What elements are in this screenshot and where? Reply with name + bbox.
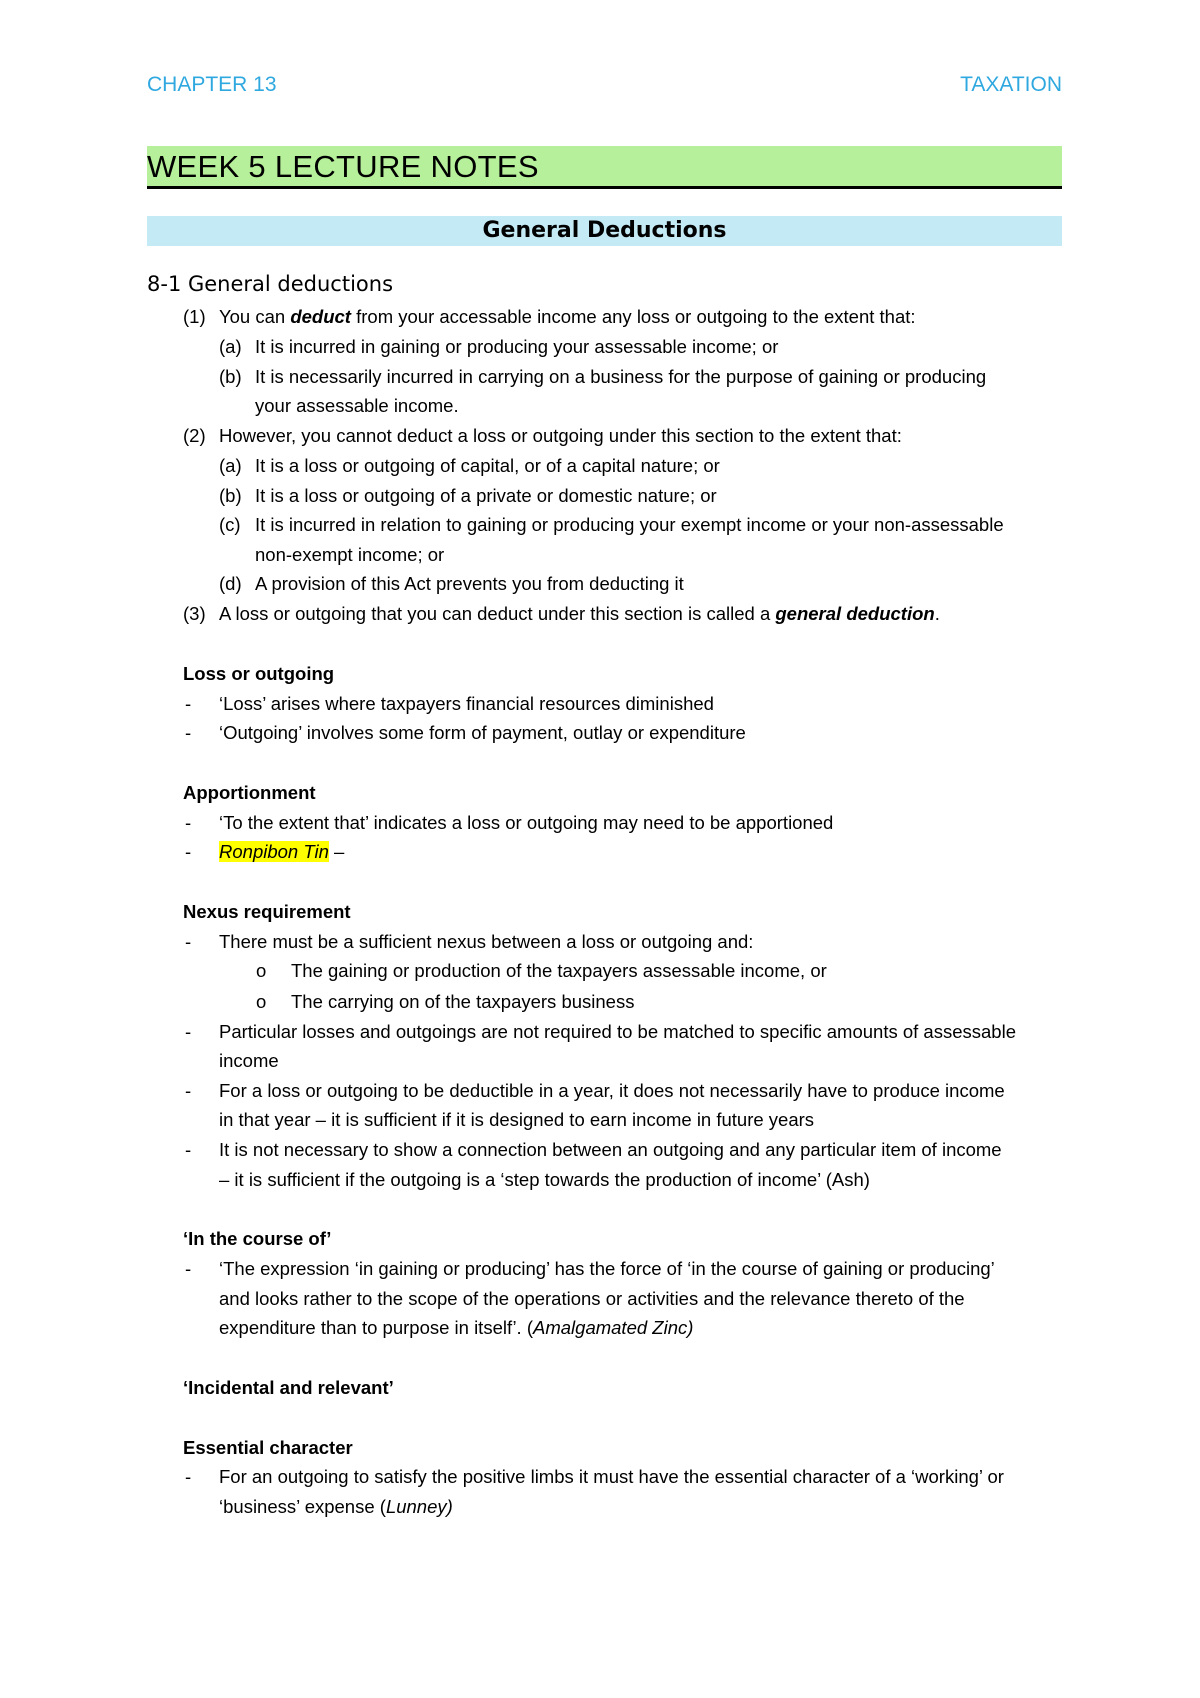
item-letter: (a) bbox=[219, 336, 242, 357]
circle-bullet: o bbox=[256, 991, 267, 1012]
bullet-text: in that year – it is sufficient if it is designed to earn income in future years bbox=[219, 1109, 815, 1130]
bullet-text: ‘Loss’ arises where taxpayers financial resources diminished bbox=[219, 693, 714, 714]
bullet-text: ‘The expression ‘in gaining or producing’ has the force of ‘in the course of gaining or producing’ bbox=[219, 1258, 995, 1279]
bullet-text bbox=[219, 1316, 693, 1340]
paragraph-line: A provision of this Act prevents you from deducting it bbox=[255, 573, 684, 594]
bullet-text: income bbox=[219, 1050, 279, 1071]
bullet-text: It is not necessary to show a connection between an outgoing and any particular item of income bbox=[219, 1139, 1002, 1160]
text-run: A loss or outgoing that you can deduct under this section is called a bbox=[219, 603, 776, 624]
paragraph-line bbox=[219, 602, 940, 626]
bullet-text: There must be a sufficient nexus between a loss or outgoing and: bbox=[219, 931, 754, 952]
item-number: (1) bbox=[183, 306, 206, 327]
dash-bullet: - bbox=[185, 1466, 192, 1487]
dash-bullet: - bbox=[185, 812, 192, 833]
bullet-text: The carrying on of the taxpayers business bbox=[291, 991, 635, 1012]
item-number: (3) bbox=[183, 603, 206, 624]
item-letter: (b) bbox=[219, 366, 242, 387]
paragraph-line: However, you cannot deduct a loss or outgoing under this section to the extent that: bbox=[219, 425, 902, 446]
bullet-text bbox=[219, 1495, 453, 1519]
emphasis-text: general deduction bbox=[775, 603, 935, 624]
circle-bullet: o bbox=[256, 960, 267, 981]
bullet-text: Particular losses and outgoings are not required to be matched to specific amounts of assessable bbox=[219, 1021, 1016, 1042]
topic-heading: ‘In the course of’ bbox=[183, 1228, 332, 1249]
header-chapter: CHAPTER 13 bbox=[147, 73, 277, 96]
bullet-text: – it is sufficient if the outgoing is a ‘step towards the production of income’ (Ash) bbox=[219, 1169, 870, 1190]
page-title: WEEK 5 LECTURE NOTES bbox=[147, 149, 539, 184]
text-run: from your accessable income any loss or outgoing to the extent that: bbox=[350, 306, 916, 327]
item-letter: (c) bbox=[219, 514, 241, 535]
bullet-text: and looks rather to the scope of the operations or activities and the relevance thereto of the bbox=[219, 1288, 965, 1309]
dash-bullet: - bbox=[185, 722, 192, 743]
dash-bullet: - bbox=[185, 1021, 192, 1042]
item-number: (2) bbox=[183, 425, 206, 446]
paragraph-line: It is a loss or outgoing of a private or domestic nature; or bbox=[255, 485, 717, 506]
paragraph-line: It is incurred in gaining or producing your assessable income; or bbox=[255, 336, 779, 357]
bullet-text: ‘Outgoing’ involves some form of payment, outlay or expenditure bbox=[219, 722, 746, 743]
text-run: You can bbox=[219, 306, 291, 327]
topic-heading: Nexus requirement bbox=[183, 901, 351, 922]
bullet-text: For a loss or outgoing to be deductible in a year, it does not necessarily have to produce income bbox=[219, 1080, 1005, 1101]
section-heading: General Deductions bbox=[482, 218, 727, 243]
dash-bullet: - bbox=[185, 1258, 192, 1279]
subsection-heading: 8-1 General deductions bbox=[147, 272, 394, 296]
paragraph-line: It is a loss or outgoing of capital, or of a capital nature; or bbox=[255, 455, 720, 476]
bullet-text: ‘To the extent that’ indicates a loss or outgoing may need to be apportioned bbox=[219, 812, 834, 833]
title-band bbox=[147, 146, 1062, 189]
header-subject: TAXATION bbox=[960, 73, 1062, 96]
section-band bbox=[147, 216, 1062, 246]
text-run: – bbox=[328, 841, 345, 862]
dash-bullet: - bbox=[185, 931, 192, 952]
topic-heading: Apportionment bbox=[183, 782, 316, 803]
case-name: Amalgamated Zinc) bbox=[533, 1317, 694, 1338]
paragraph-line: non-exempt income; or bbox=[255, 544, 445, 565]
paragraph-line: your assessable income. bbox=[255, 395, 459, 416]
topic-heading: ‘Incidental and relevant’ bbox=[183, 1377, 394, 1398]
bullet-text bbox=[219, 840, 344, 864]
text-run: ‘business’ expense ( bbox=[219, 1496, 386, 1517]
paragraph-line: It is incurred in relation to gaining or producing your exempt income or your non-assessable bbox=[255, 514, 1004, 535]
item-letter: (d) bbox=[219, 573, 242, 594]
topic-heading: Essential character bbox=[183, 1437, 353, 1458]
text-run: expenditure than to purpose in itself’. ( bbox=[219, 1317, 533, 1338]
paragraph-line: It is necessarily incurred in carrying on a business for the purpose of gaining or producing bbox=[255, 366, 987, 387]
dash-bullet: - bbox=[185, 1080, 192, 1101]
bullet-text: For an outgoing to satisfy the positive limbs it must have the essential character of a ‘working’ or bbox=[219, 1466, 1004, 1487]
emphasis-text: deduct bbox=[290, 306, 351, 327]
case-name: Lunney) bbox=[385, 1496, 453, 1517]
dash-bullet: - bbox=[185, 693, 192, 714]
item-letter: (a) bbox=[219, 455, 242, 476]
case-name-highlight: Ronpibon Tin bbox=[219, 841, 329, 862]
dash-bullet: - bbox=[185, 1139, 192, 1160]
topic-heading: Loss or outgoing bbox=[183, 663, 335, 684]
paragraph-line bbox=[219, 305, 916, 329]
bullet-text: The gaining or production of the taxpayers assessable income, or bbox=[291, 960, 827, 981]
text-run: . bbox=[934, 603, 940, 624]
dash-bullet: - bbox=[185, 841, 192, 862]
page-header bbox=[147, 73, 1062, 103]
item-letter: (b) bbox=[219, 485, 242, 506]
